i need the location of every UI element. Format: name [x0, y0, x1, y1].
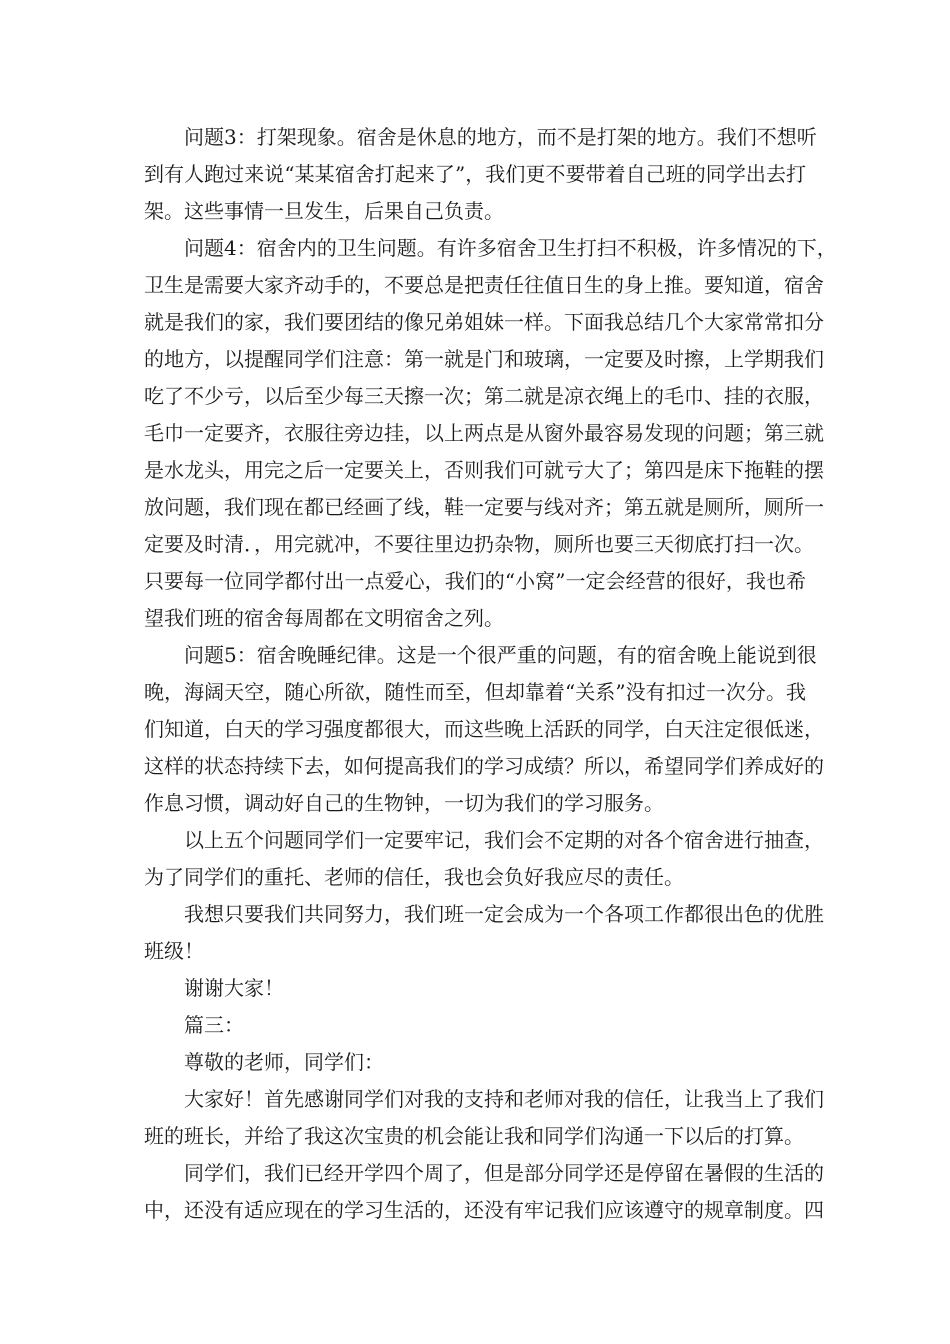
- text-line: 毛巾一定要齐，衣服往旁边挂，以上两点是从窗外最容易发现的问题；第三就: [144, 421, 824, 445]
- text-line: 们知道，白天的学习强度都很大，而这些晚上活跃的同学，白天注定很低迷，: [144, 717, 824, 741]
- text-line: 为了同学们的重托、老师的信任，我也会负好我应尽的责任。: [144, 865, 684, 889]
- text-line: 望我们班的宿舍每周都在文明宿舍之列。: [144, 606, 504, 630]
- text-line: 谢谢大家！: [184, 976, 284, 1000]
- text-line: 吃了不少亏，以后至少每三天擦一次；第二就是凉衣绳上的毛巾、挂的衣服，: [144, 384, 824, 408]
- text-line: 问题4：宿舍内的卫生问题。有许多宿舍卫生打扫不积极，许多情况的下，: [184, 236, 837, 260]
- text-line: 到有人跑过来说“某某宿舍打起来了”，我们更不要带着自己班的同学出去打: [144, 162, 806, 186]
- text-line: 定要及时清．，用完就冲，不要往里边扔杂物，厕所也要三天彻底打扫一次。: [144, 532, 814, 556]
- text-line: 只要每一位同学都付出一点爱心，我们的“小窝”一定会经营的很好，我也希: [144, 569, 806, 593]
- text-line: 班级！: [144, 939, 204, 963]
- text-line: 卫生是需要大家齐动手的，不要总是把责任往值日生的身上推。要知道，宿舍: [144, 273, 824, 297]
- text-line: 班的班长，并给了我这次宝贵的机会能让我和同学们沟通一下以后的打算。: [144, 1124, 804, 1148]
- section-heading: 篇三：: [184, 1013, 244, 1037]
- text-line: 问题5：宿舍晚睡纪律。这是一个很严重的问题，有的宿舍晚上能说到很: [184, 643, 817, 667]
- text-line: 问题3：打架现象。宿舍是休息的地方，而不是打架的地方。我们不想听: [184, 125, 817, 149]
- text-line: 大家好！首先感谢同学们对我的支持和老师对我的信任，让我当上了我们: [184, 1087, 824, 1111]
- text-line: 我想只要我们共同努力，我们班一定会成为一个各项工作都很出色的优胜: [184, 902, 824, 926]
- text-line: 同学们，我们已经开学四个周了，但是部分同学还是停留在暑假的生活的: [184, 1161, 824, 1185]
- text-line: 晚，海阔天空，随心所欲，随性而至，但却靠着“关系”没有扣过一次分。我: [144, 680, 806, 704]
- text-line: 以上五个问题同学们一定要牢记，我们会不定期的对各个宿舍进行抽查，: [184, 828, 824, 852]
- salutation: 尊敬的老师，同学们：: [184, 1050, 384, 1074]
- text-line: 的地方，以提醒同学们注意：第一就是门和玻璃，一定要及时擦，上学期我们: [144, 347, 824, 371]
- text-line: 放问题，我们现在都已经画了线，鞋一定要与线对齐；第五就是厕所，厕所一: [144, 495, 824, 519]
- text-line: 就是我们的家，我们要团结的像兄弟姐妹一样。下面我总结几个大家常常扣分: [144, 310, 824, 334]
- text-line: 这样的状态持续下去，如何提高我们的学习成绩？所以，希望同学们养成好的: [144, 754, 824, 778]
- text-line: 中，还没有适应现在的学习生活的，还没有牢记我们应该遵守的规章制度。四: [144, 1198, 824, 1222]
- text-line: 架。这些事情一旦发生，后果自己负责。: [144, 199, 504, 223]
- text-line: 作息习惯，调动好自己的生物钟，一切为我们的学习服务。: [144, 791, 664, 815]
- text-line: 是水龙头，用完之后一定要关上，否则我们可就亏大了；第四是床下拖鞋的摆: [144, 458, 824, 482]
